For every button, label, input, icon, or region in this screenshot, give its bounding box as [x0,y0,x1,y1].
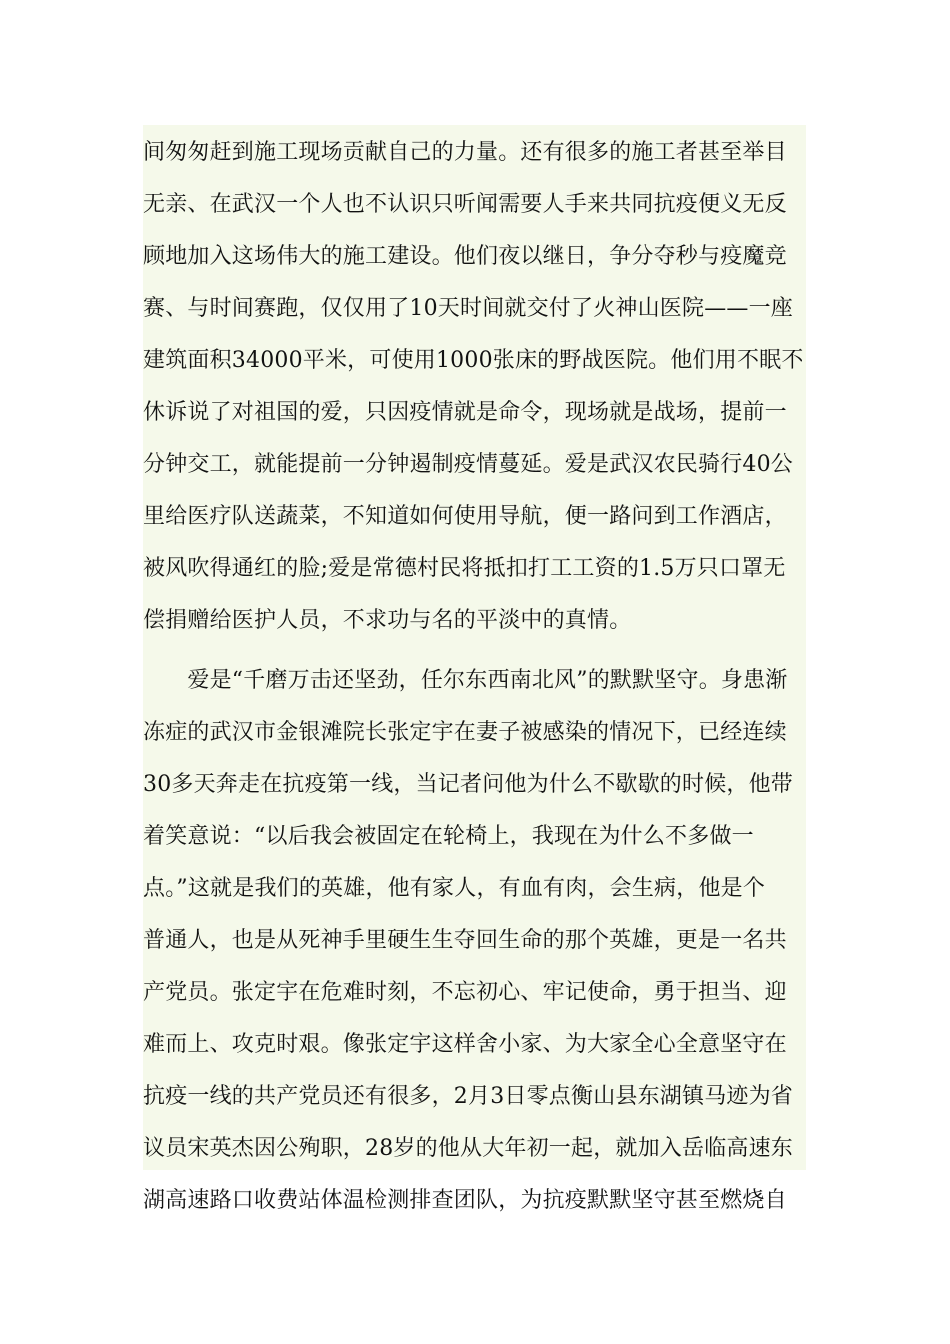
text-line: 建筑面积34000平米，可使用1000张床的野战医院。他们用不眠不 [143,348,804,373]
text-line: 赛、与时间赛跑，仅仅用了10天时间就交付了火神山医院——一座 [143,296,793,321]
text-line: 难而上、攻克时艰。像张定宇这样舍小家、为大家全心全意坚守在 [143,1032,787,1057]
text-line: 被风吹得通红的脸;爱是常德村民将抵扣打工工资的1.5万只口罩无 [143,556,786,581]
text-line: 爱是“千磨万击还坚劲，任尔东西南北风”的默默坚守。身患渐 [143,668,788,693]
text-line: 里给医疗队送蔬菜，不知道如何使用导航，便一路问到工作酒店， [143,504,787,529]
text-line: 点。”这就是我们的英雄，他有家人，有血有肉，会生病，他是个 [143,876,766,901]
text-line: 无亲、在武汉一个人也不认识只听闻需要人手来共同抗疫便义无反 [143,192,787,217]
text-line: 抗疫一线的共产党员还有很多，2月3日零点衡山县东湖镇马迹为省 [143,1084,793,1109]
text-line: 偿捐赠给医护人员，不求功与名的平淡中的真情。 [143,608,632,633]
text-line: 产党员。张定宇在危难时刻，不忘初心、牢记使命，勇于担当、迎 [143,980,787,1005]
text-line: 冻症的武汉市金银滩院长张定宇在妻子被感染的情况下，已经连续 [143,720,787,745]
text-line: 休诉说了对祖国的爱，只因疫情就是命令，现场就是战场，提前一 [143,400,787,425]
text-line: 议员宋英杰因公殉职，28岁的他从大年初一起，就加入岳临高速东 [143,1136,793,1161]
text-line: 湖高速路口收费站体温检测排查团队，为抗疫默默坚守甚至燃烧自 [143,1188,787,1213]
text-line: 30多天奔走在抗疫第一线，当记者问他为什么不歇歇的时候，他带 [143,772,793,797]
text-line: 分钟交工，就能提前一分钟遏制疫情蔓延。爱是武汉农民骑行40公 [143,452,793,477]
text-line: 间匆匆赶到施工现场贡献自己的力量。还有很多的施工者甚至举目 [143,140,787,165]
text-line: 着笑意说：“以后我会被固定在轮椅上，我现在为什么不多做一 [143,824,754,849]
text-line: 顾地加入这场伟大的施工建设。他们夜以继日，争分夺秒与疫魔竞 [143,244,787,269]
text-line: 普通人，也是从死神手里硬生生夺回生命的那个英雄，更是一名共 [143,928,787,953]
document-text-block [143,125,806,1213]
paragraph-1 [143,127,806,647]
paragraph-2 [143,655,806,1227]
paragraph-gap [143,647,806,655]
